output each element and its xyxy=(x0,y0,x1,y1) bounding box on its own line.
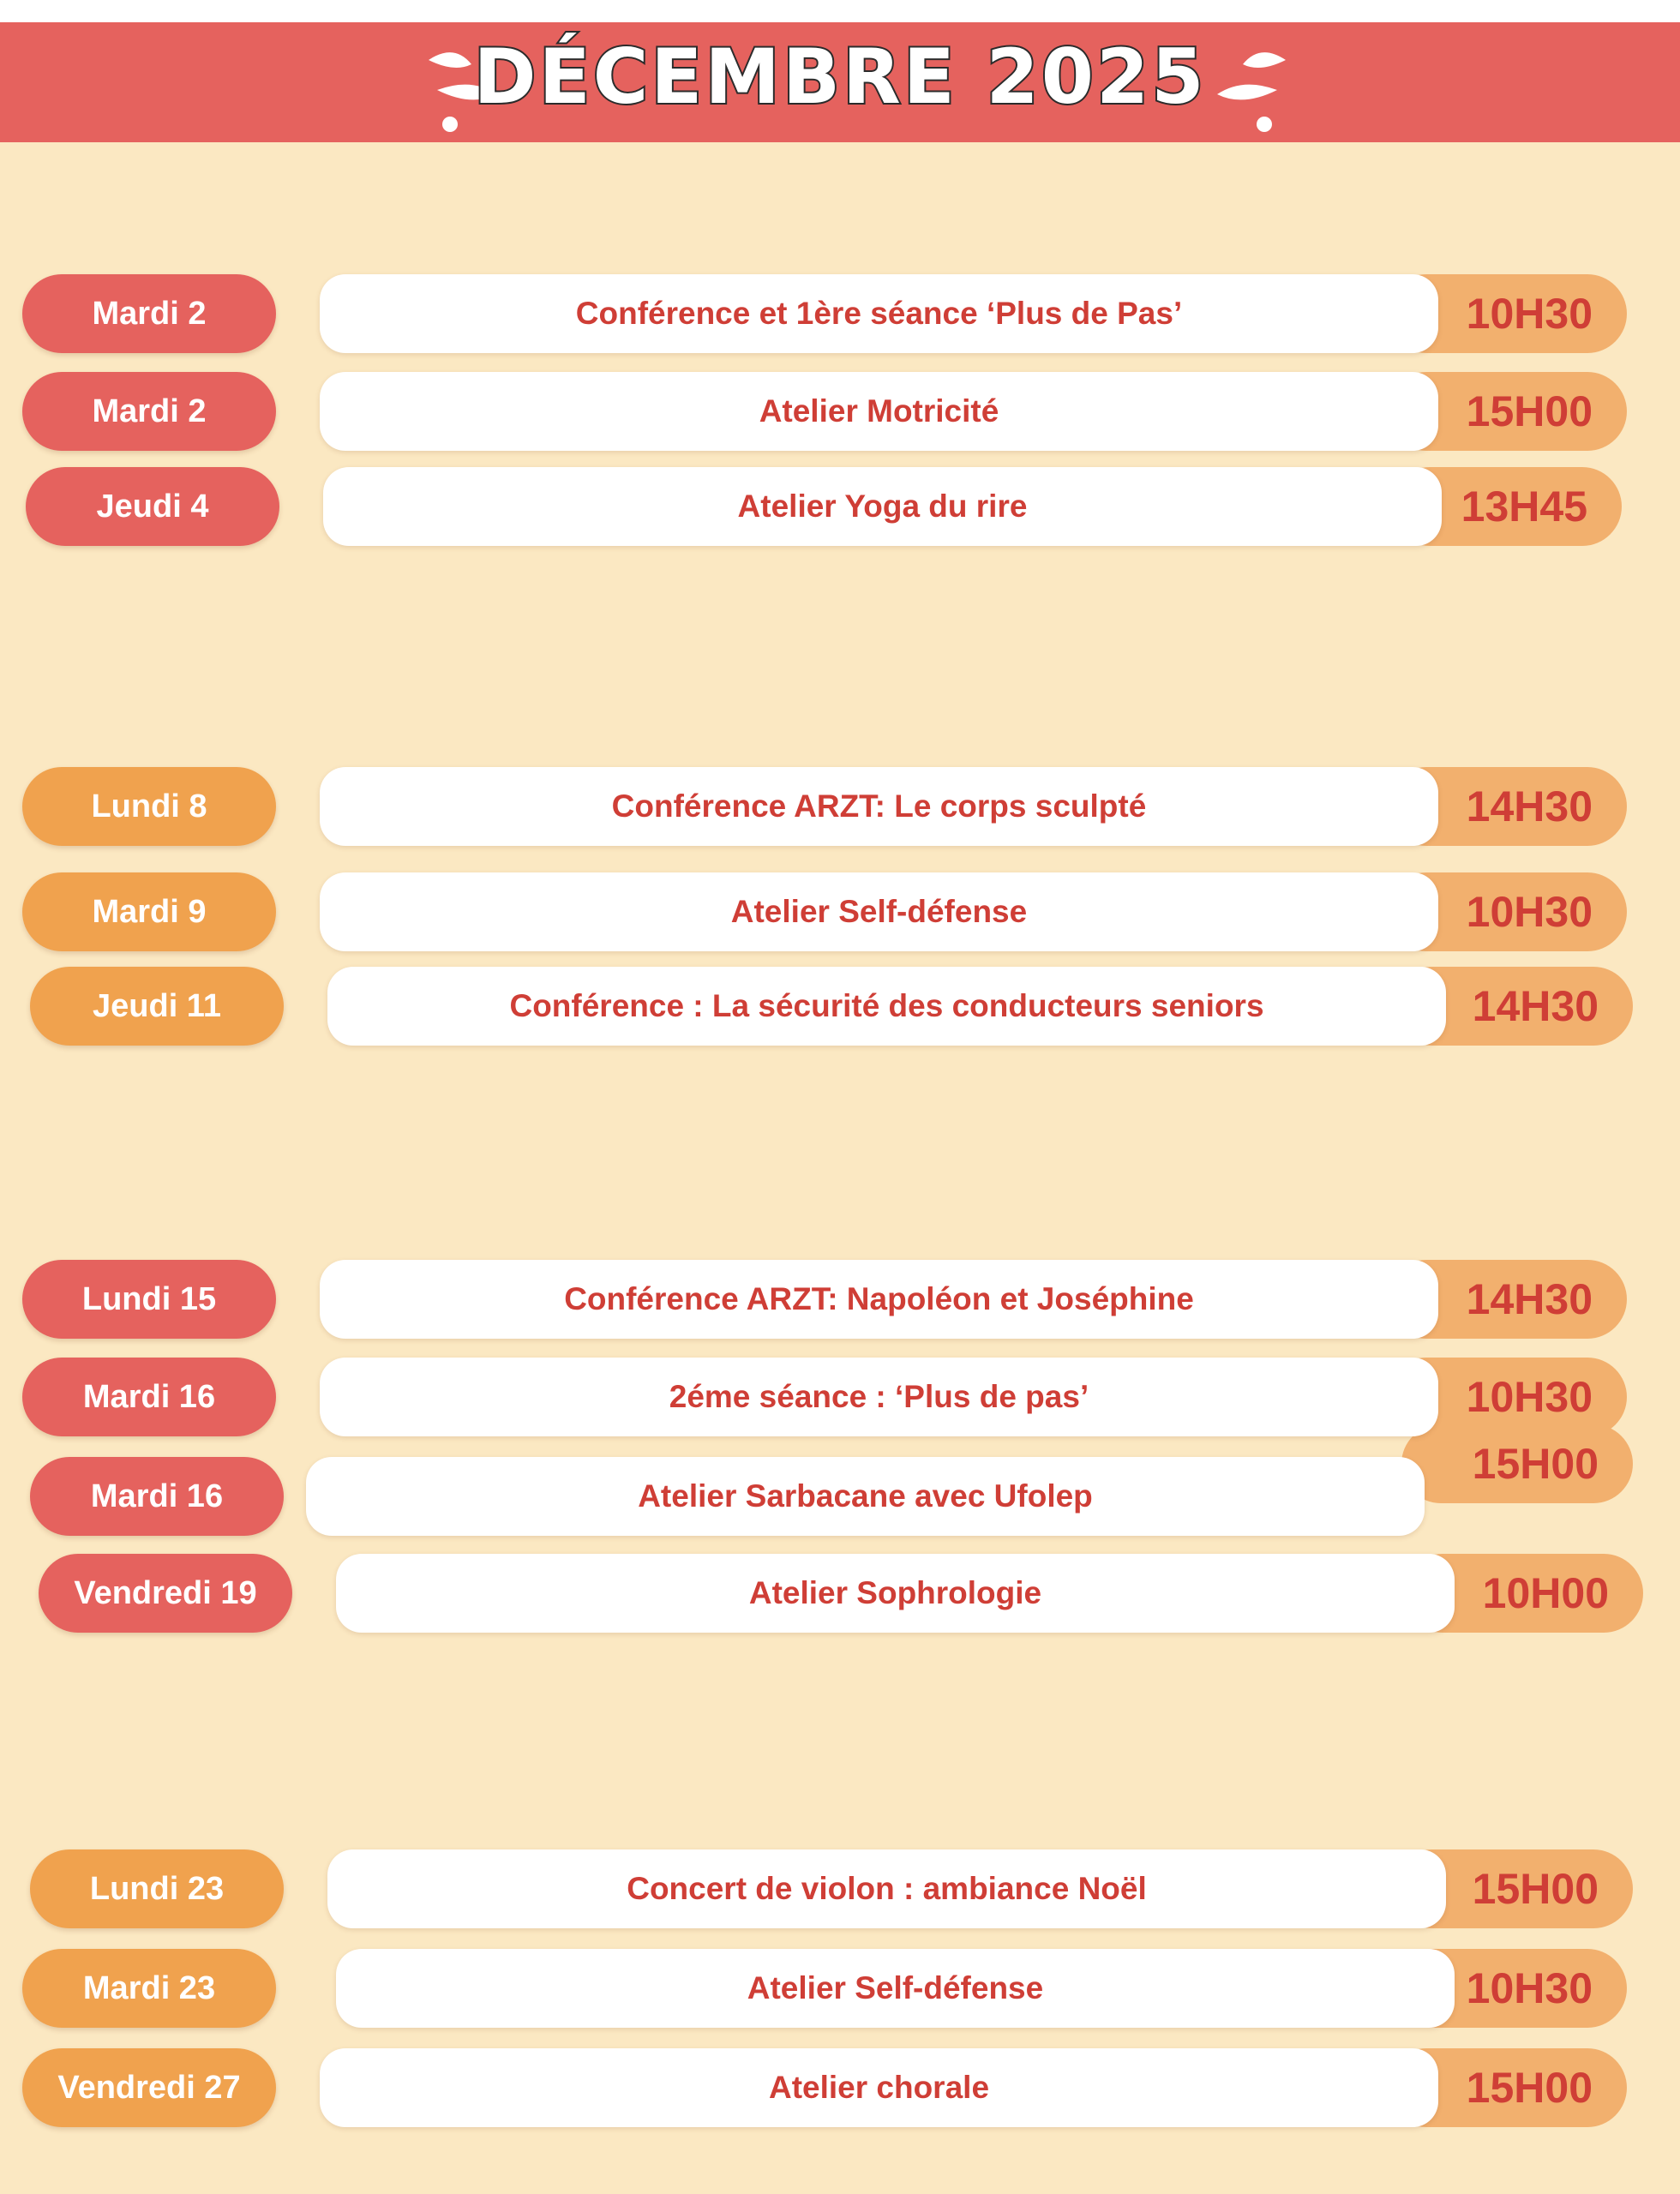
event-day: Mardi 9 xyxy=(22,872,276,951)
event-time: 14H30 xyxy=(1387,1260,1627,1339)
event-day: Vendredi 19 xyxy=(39,1554,292,1633)
event-day: Jeudi 11 xyxy=(30,967,284,1046)
event-row xyxy=(0,274,1680,353)
event-title: Atelier Motricité xyxy=(320,372,1438,451)
top-margin xyxy=(0,0,1680,22)
event-day: Mardi 16 xyxy=(22,1358,276,1436)
event-title: Atelier Self-défense xyxy=(320,872,1438,951)
event-time: 13H45 xyxy=(1390,467,1622,546)
event-title: Concert de violon : ambiance Noël xyxy=(327,1849,1446,1928)
event-title: Atelier Self-défense xyxy=(336,1949,1455,2028)
event-time: 15H00 xyxy=(1387,372,1627,451)
event-time: 15H00 xyxy=(1393,1849,1633,1928)
event-title: Conférence ARZT: Le corps sculpté xyxy=(320,767,1438,846)
event-day: Lundi 8 xyxy=(22,767,276,846)
event-row xyxy=(0,1554,1680,1633)
event-title: Conférence et 1ère séance ‘Plus de Pas’ xyxy=(320,274,1438,353)
event-title: Atelier Sophrologie xyxy=(336,1554,1455,1633)
event-row xyxy=(0,372,1680,451)
event-row xyxy=(0,1260,1680,1339)
event-row xyxy=(0,1949,1680,2028)
event-row xyxy=(0,467,1680,546)
event-day: Mardi 2 xyxy=(22,372,276,451)
event-title: 2éme séance : ‘Plus de pas’ xyxy=(320,1358,1438,1436)
event-time: 10H30 xyxy=(1387,1949,1627,2028)
event-time: 14H30 xyxy=(1387,767,1627,846)
event-title: Conférence ARZT: Napoléon et Joséphine xyxy=(320,1260,1438,1339)
event-row xyxy=(0,1358,1680,1436)
event-time: 10H30 xyxy=(1387,274,1627,353)
event-day: Mardi 2 xyxy=(22,274,276,353)
event-title: Conférence : La sécurité des conducteurs seniors xyxy=(327,967,1446,1046)
event-day: Vendredi 27 xyxy=(22,2048,276,2127)
event-title: Atelier Yoga du rire xyxy=(323,467,1442,546)
event-time: 14H30 xyxy=(1393,967,1633,1046)
event-day: Jeudi 4 xyxy=(26,467,279,546)
event-row xyxy=(0,872,1680,951)
event-day: Mardi 23 xyxy=(22,1949,276,2028)
event-day: Lundi 15 xyxy=(22,1260,276,1339)
event-time: 10H30 xyxy=(1387,1358,1627,1436)
event-title: Atelier Sarbacane avec Ufolep xyxy=(306,1457,1425,1536)
event-row xyxy=(0,767,1680,846)
splash-right-icon xyxy=(1191,26,1303,137)
event-time: 10H00 xyxy=(1403,1554,1643,1633)
event-time: 15H00 xyxy=(1401,1424,1633,1503)
page-title: DÉCEMBRE 2025 xyxy=(473,33,1207,121)
event-row xyxy=(0,967,1680,1046)
event-row xyxy=(0,1849,1680,1928)
event-time: 10H30 xyxy=(1387,872,1627,951)
event-title: Atelier chorale xyxy=(320,2048,1438,2127)
event-day: Lundi 23 xyxy=(30,1849,284,1928)
event-row xyxy=(0,1440,1680,1536)
event-day: Mardi 16 xyxy=(30,1457,284,1536)
event-time: 15H00 xyxy=(1387,2048,1627,2127)
event-row xyxy=(0,2048,1680,2127)
